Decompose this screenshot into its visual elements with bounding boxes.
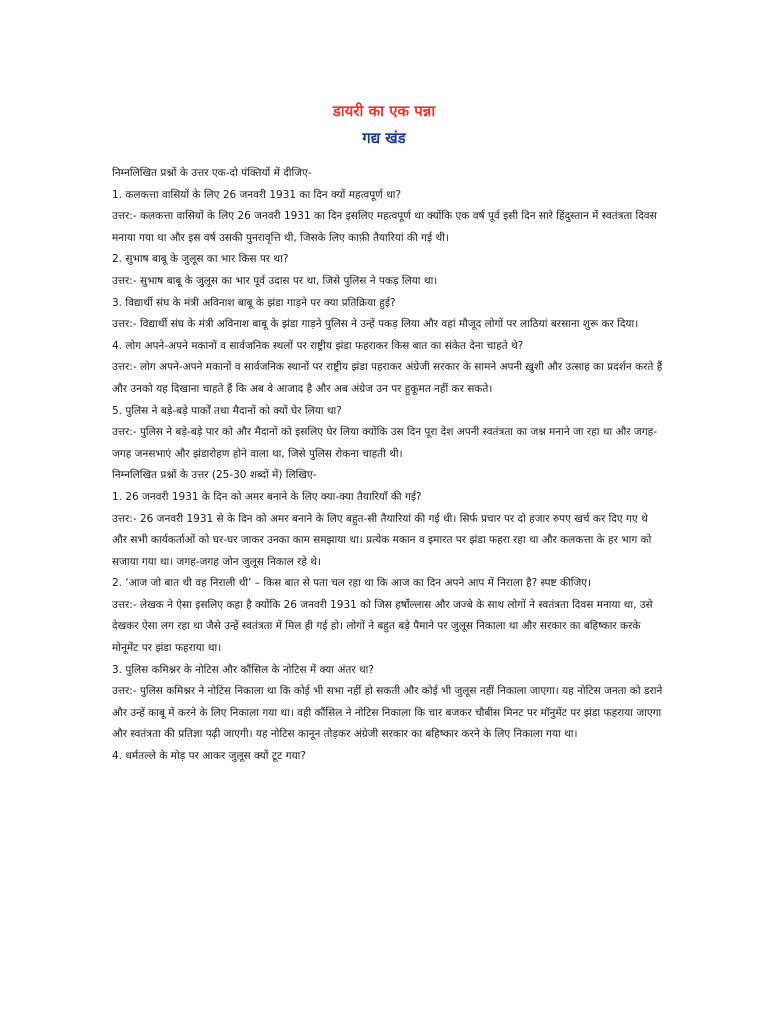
answer: उत्तर:- पुलिस ने बड़े-बड़े पार को और मैदानों को इसलिए घेर लिया क्योंकि उस दिन पूरा देश अपनी स्वतंत्रता का जश्न मनाने जा रहा था और जगह-जगह जनसभाएं और झंडारोहण होने वाला था, जिसे पुलिस रोकना चाहती थी।: [112, 426, 658, 460]
question: 1. 26 जनवरी 1931 के दिन को अमर बनाने के लिए क्या-क्या तैयारियाँ की गई?: [112, 490, 422, 503]
question: 2. सुभाष बाबू के जुलूस का भार किस पर था?: [112, 253, 289, 266]
document-body: [112, 163, 664, 768]
answer: उत्तर:- सुभाष बाबू के जुलूस का भार पूर्व उदास पर था, जिसे पुलिस ने पकड़ लिया था।: [112, 274, 438, 287]
answer: उत्तर:- 26 जनवरी 1931 से के दिन को अमर बनाने के लिए बहुत-सी तैयारियां की गई थी। सिर्फ प्रचार पर दो हजार रुपए खर्च कर दिए गए थे और सभी कार्यकर्ताओं को घर-घर जाकर उनका काम समझाया था। प्रत्येक मकान व इमारत पर झंडा फहरा रहा था और कलकत्ता के हर भाग को सजाया गया था। जगह-जगह जोन जुलूस निकाल रहे थे।: [112, 512, 652, 568]
page-subtitle: गद्य खंड: [362, 129, 406, 147]
answer: उत्तर:- पुलिस कमिश्नर ने नोटिस निकाला था कि कोई भी सभा नहीं हो सकती और कोई भी जुलूस नहीं निकाला जाएगा। यह नोटिस जनता को डराने और उन्हें काबू में करने के लिए निकाला गया था। वही कौंसिल ने नोटिस निकाला कि चार बजकर चौबीस मिनट पर मॉनुमेंट पर झंडा फहराया जाएगा और स्वतंत्रता की प्रतिज्ञा पढ़ी जाएगी। यह नोटिस कानून तोड़कर अंग्रेजी सरकार का बहिष्कार करने के लिए निकाला गया था।: [112, 685, 663, 741]
question: 1. कलकत्ता वासियों के लिए 26 जनवरी 1931 का दिन क्यों महत्वपूर्ण था?: [112, 188, 402, 201]
section-instruction: निम्नलिखित प्रश्नों के उत्तर एक-दो पंक्तियों में दीजिए-: [112, 167, 312, 179]
question: 4. लोग अपने-अपने मकानों व सार्वजनिक स्थलों पर राष्ट्रीय झंडा फहराकर किस बात का संकेत देना चाहते थे?: [112, 339, 524, 352]
page-title: डायरी का एक पन्ना: [332, 102, 436, 120]
question: 3. विद्यार्थी संघ के मंत्री अविनाश बाबू के झंडा गाड़ने पर क्या प्रतिक्रिया हुई?: [112, 296, 396, 309]
question: 3. पुलिस कमिश्नर के नोटिस और कौंसिल के नोटिस में क्या अंतर था?: [112, 663, 374, 676]
answer: उत्तर:- कलकत्ता वासियों के लिए 26 जनवरी 1931 का दिन इसलिए महत्वपूर्ण था क्योंकि एक वर्ष पूर्व इसी दिन सारे हिंदुस्तान में स्वतंत्रता दिवस मनाया गया था और इस वर्ष उसकी पुनरावृत्ति थी, जिसके लिए काफ़ी तैयारियां की गई थी।: [112, 210, 657, 244]
question: 5. पुलिस ने बड़े-बड़े पार्कों तथा मैदानों को क्यों घेर लिया था?: [112, 404, 342, 417]
answer: उत्तर:- विद्यार्थी संघ के मंत्री अविनाश बाबू के झंडा गाड़ने पुलिस ने उन्हें पकड़ लिया और वहां मौजूद लोगों पर लाठियां बरसाना शुरू कर दिया।: [112, 318, 639, 331]
question: 4. धर्मतल्ले के मोड़ पर आकर जुलूस क्यों टूट गया?: [112, 750, 306, 763]
question: 2. ‘आज जो बात थी वह निराली थी’ – किस बात से पता चल रहा था कि आज का दिन अपने आप में निराला है? स्पष्ट कीजिए।: [112, 577, 592, 590]
section-instruction: निम्नलिखित प्रश्नों के उत्तर (25-30 शब्दों में) लिखिए-: [112, 469, 317, 482]
answer: उत्तर:- लेखक ने ऐसा इसलिए कहा है क्योंकि 26 जनवरी 1931 को जिस हर्षोल्लास और जज्बे के साथ लोगों ने स्वतंत्रता दिवस मनाया था, उसे देखकर ऐसा लग रहा था जैसे उन्हें स्वतंत्रता में मिल ही गई हो। लोगों ने बहुत बड़े पैमाने पर जुलूस निकाला था और सरकार का बहिष्कार करके मोनूमेंट पर झंडा फहराया था।: [112, 598, 653, 655]
answer: उत्तर:- लोग अपने-अपने मकानों व सार्वजनिक स्थानों पर राष्ट्रीय झंडा पहराकर अंग्रेजी सरकार के सामने अपनी ख़ुशी और उत्साह का प्रदर्शन करते हैं और उनको यह दिखाना चाहते हैं कि अब वे आजाद है और अब अंग्रेज उन पर हुकूमत नहीं कर सकते।: [112, 361, 663, 395]
